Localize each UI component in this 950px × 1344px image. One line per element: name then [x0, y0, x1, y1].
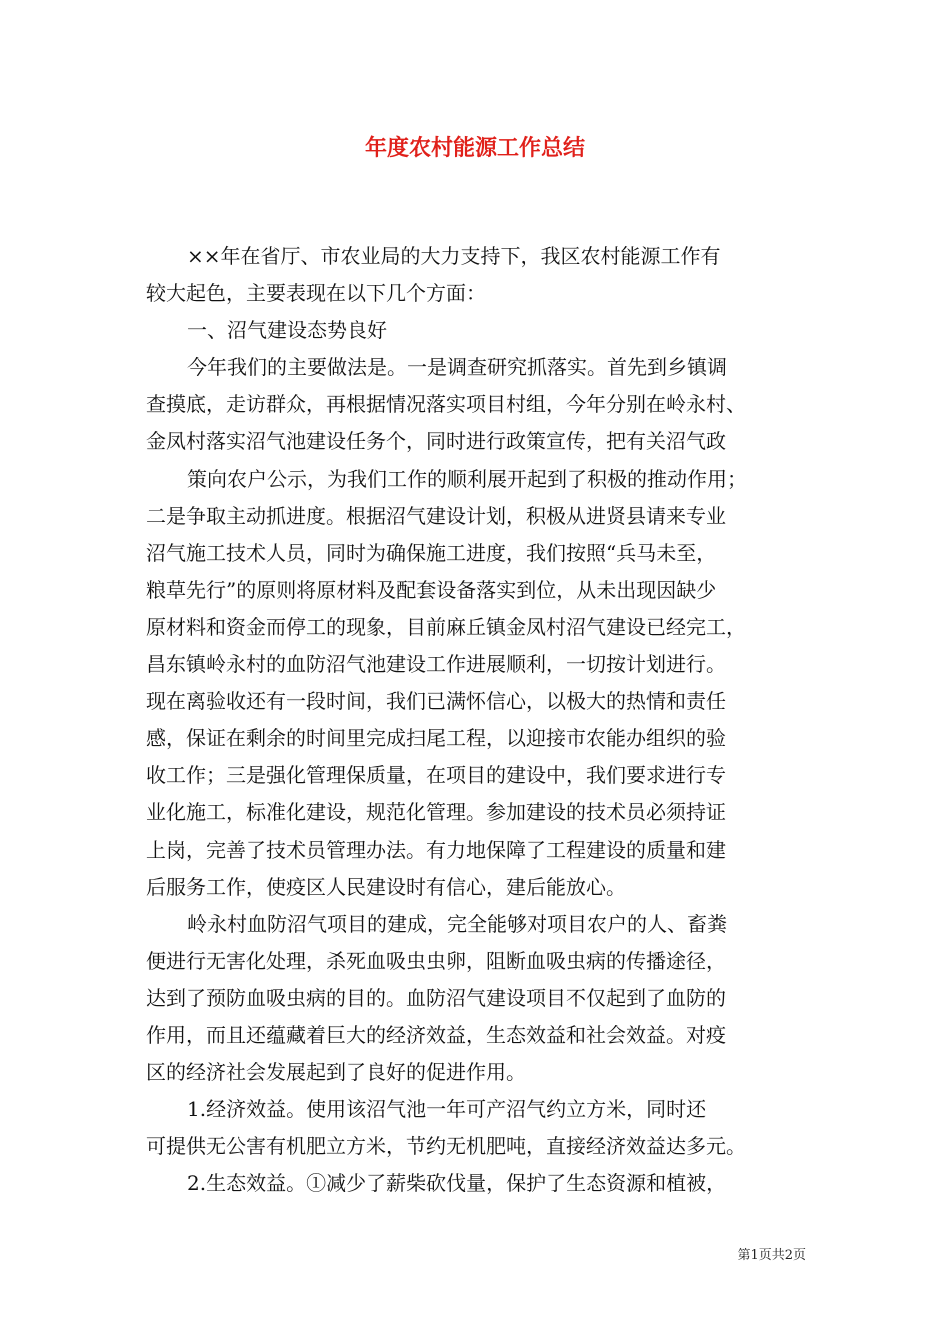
body-line: 岭永村血防沼气项目的建成，完全能够对项目农户的人、畜粪 [187, 911, 727, 936]
body-line: 沼气施工技术人员，同时为确保施工进度，我们按照“兵马未至， [146, 540, 717, 565]
section-heading: 一、沼气建设态势良好 [187, 318, 387, 343]
body-line: 区的经济社会发展起到了良好的促进作用。 [146, 1060, 526, 1085]
body-line: 可提供无公害有机肥立方米，节约无机肥吨，直接经济效益达多元。 [146, 1134, 746, 1159]
body-line: 今年我们的主要做法是。一是调查研究抓落实。首先到乡镇调 [187, 355, 727, 380]
body-line: 原材料和资金而停工的现象，目前麻丘镇金凤村沼气建设已经完工， [146, 614, 746, 639]
body-line: 后服务工作，使疫区人民建设时有信心，建后能放心。 [146, 874, 626, 899]
body-line: 便进行无害化处理，杀死血吸虫虫卵，阻断血吸虫病的传播途径， [146, 948, 726, 973]
body-line: 现在离验收还有一段时间，我们已满怀信心，以极大的热情和责任 [146, 689, 726, 714]
document-title: 年度农村能源工作总结 [364, 136, 585, 161]
body-line: 查摸底，走访群众，再根据情况落实项目村组，今年分别在岭永村、 [146, 392, 746, 417]
body-line: 作用，而且还蕴藏着巨大的经济效益，生态效益和社会效益。对疫 [146, 1022, 726, 1047]
body-line: 达到了预防血吸虫病的目的。血防沼气建设项目不仅起到了血防的 [146, 985, 726, 1010]
body-line: 较大起色，主要表现在以下几个方面： [146, 281, 486, 306]
page-number: 第1页共2页 [737, 1248, 806, 1263]
body-line: ××年在省厅、市农业局的大力支持下，我区农村能源工作有 [187, 244, 721, 268]
body-line: 二是争取主动抓进度。根据沼气建设计划，积极从进贤县请来专业 [146, 503, 726, 528]
body-line: 感，保证在剩余的时间里完成扫尾工程，以迎接市农能办组织的验 [146, 726, 726, 751]
body-line: 昌东镇岭永村的血防沼气池建设工作进展顺利，一切按计划进行。 [146, 652, 726, 677]
body-line: 策向农户公示，为我们工作的顺利展开起到了积极的推动作用； [187, 466, 747, 491]
body-line: 收工作；三是强化管理保质量，在项目的建设中，我们要求进行专 [146, 763, 726, 788]
body-line: 上岗，完善了技术员管理办法。有力地保障了工程建设的质量和建 [146, 837, 726, 862]
numbered-item: 2.生态效益。①减少了薪柴砍伐量，保护了生态资源和植被， [187, 1171, 727, 1196]
body-line: 粮草先行”的原则将原材料及配套设备落实到位，从未出现因缺少 [146, 577, 717, 602]
body-line: 金凤村落实沼气池建设任务个，同时进行政策宣传，把有关沼气政 [146, 429, 726, 454]
body-line: 业化施工，标准化建设，规范化管理。参加建设的技术员必须持证 [146, 800, 726, 825]
numbered-item: 1.经济效益。使用该沼气池一年可产沼气约立方米，同时还 [187, 1097, 707, 1122]
document-body [146, 238, 806, 1202]
